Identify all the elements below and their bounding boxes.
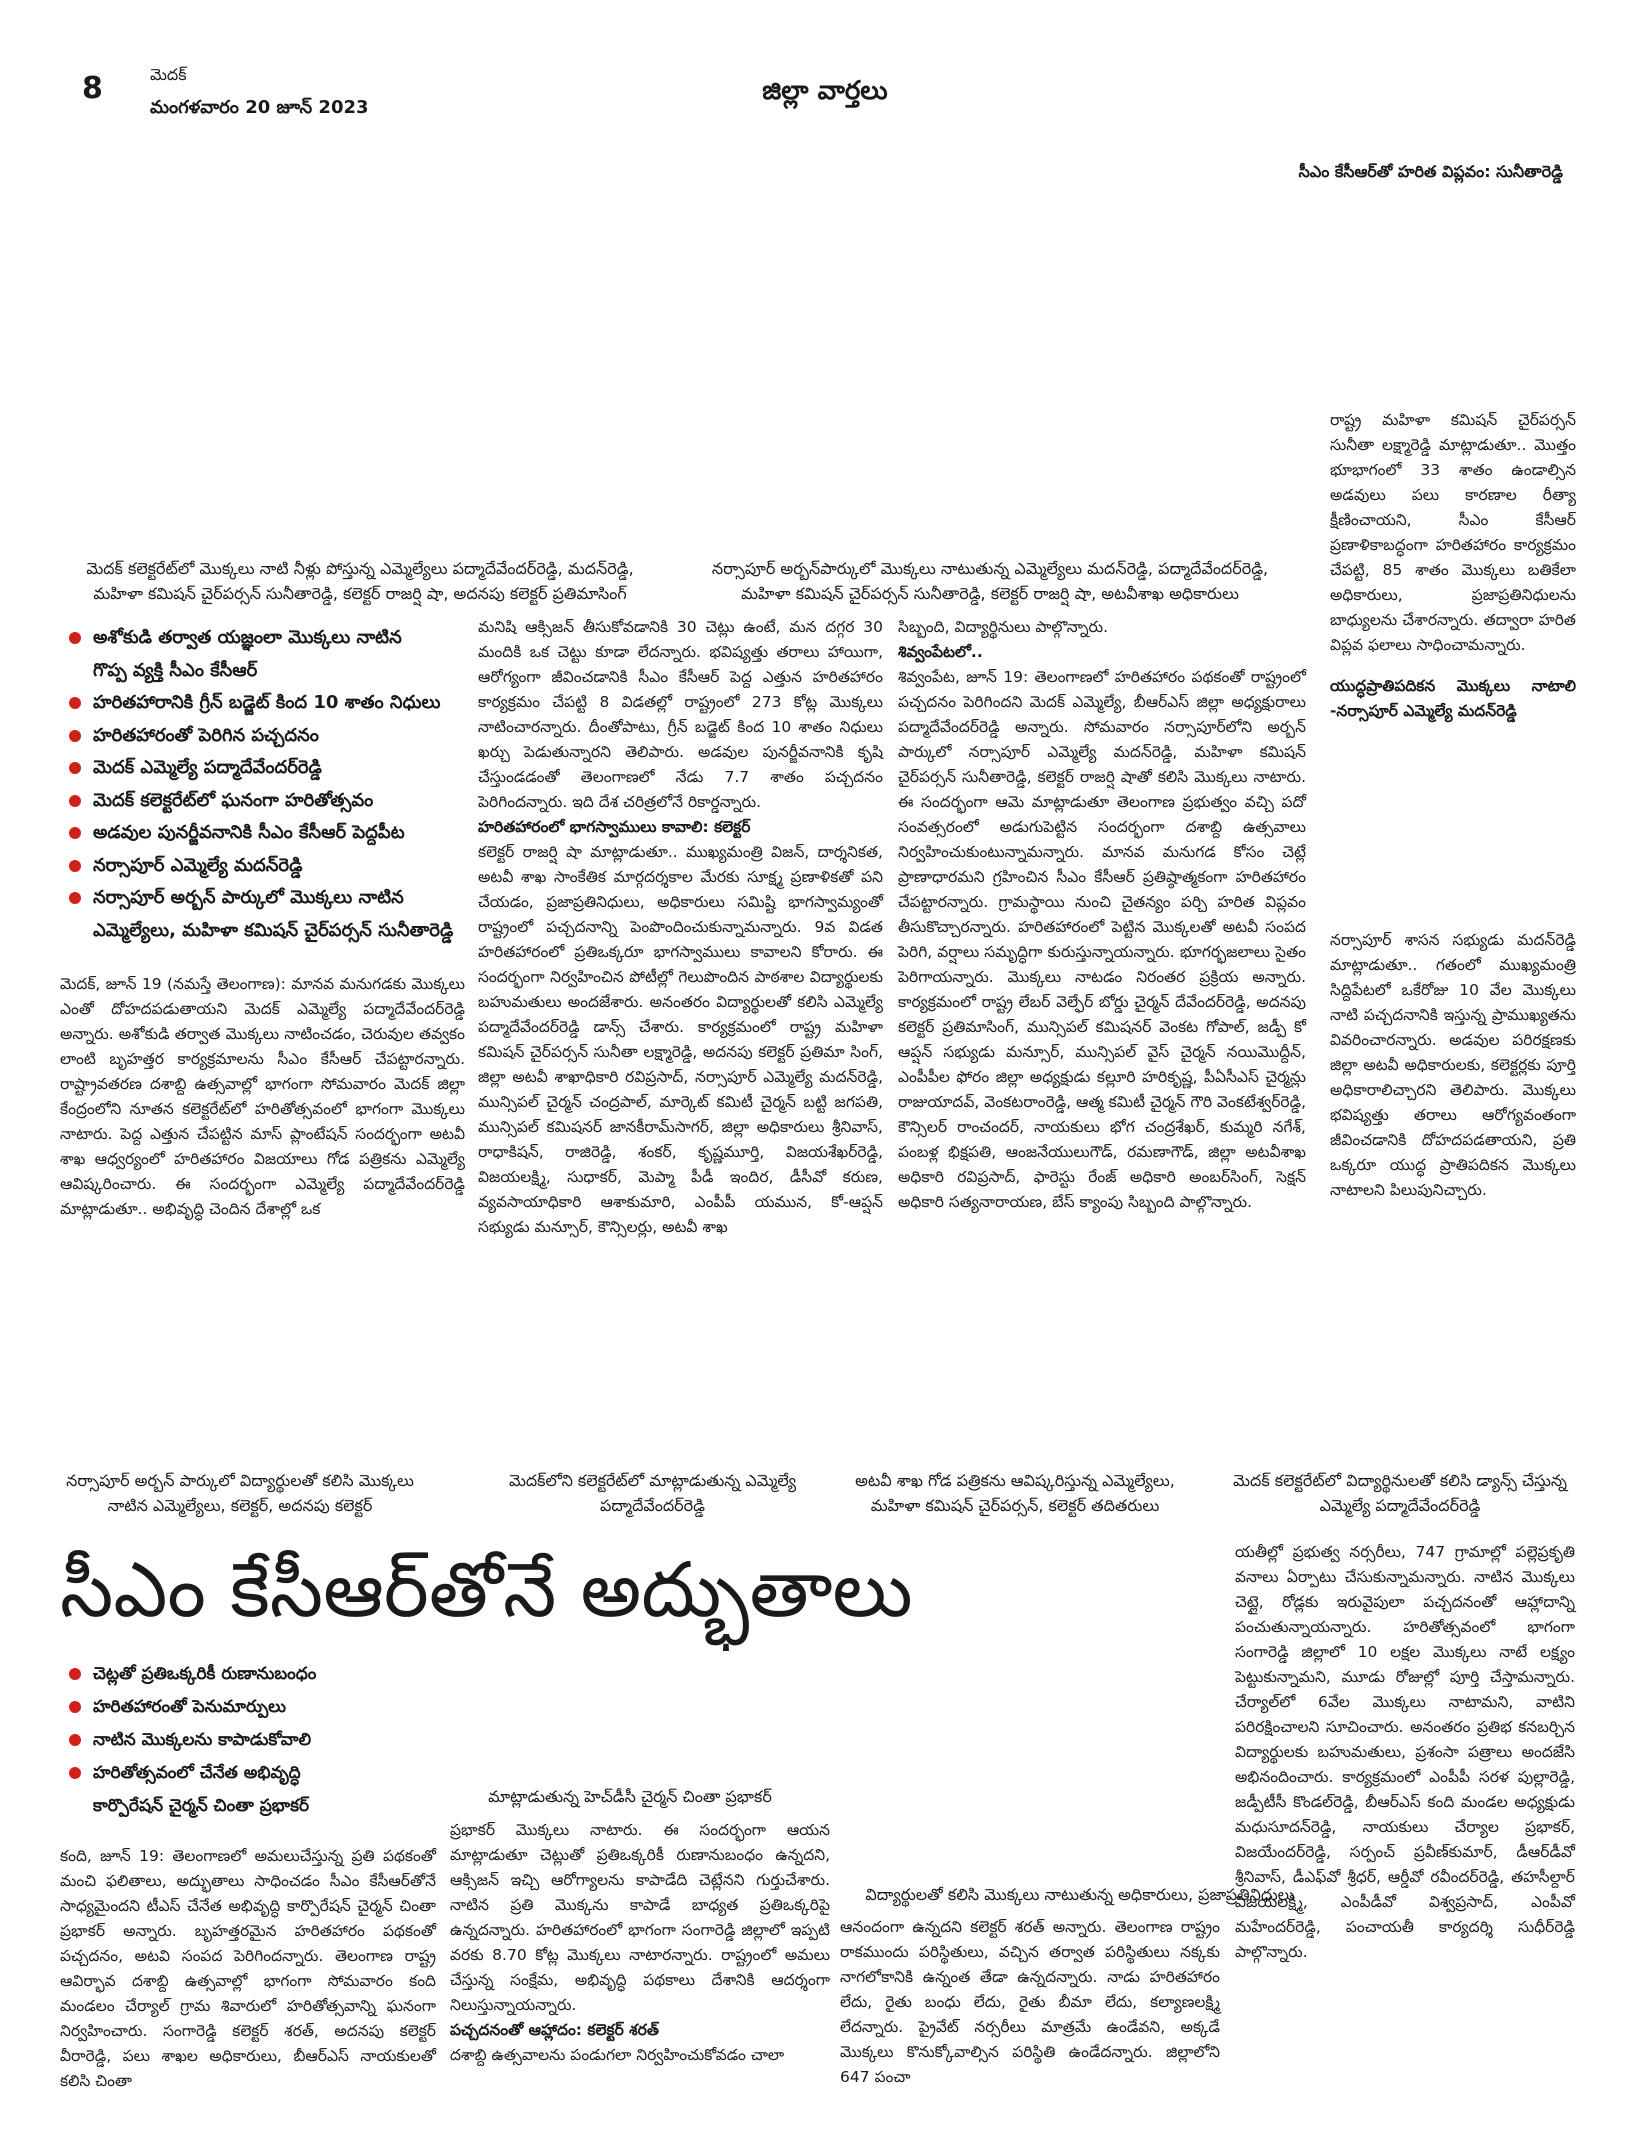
highlight-item: నర్సాపూర్ అర్బన్ పార్కులో మొక్కలు నాటిన ఎమ్మెల్యేలు, మహిళా కమిషన్ చైర్‌పర్సన్ సునీతారెడ్డి (65, 882, 485, 947)
highlight-item: అడవుల పునర్జీవనానికి సీఎం కేసీఆర్ పెద్దపీట (65, 817, 485, 850)
edition-name: మెదక్ (150, 65, 187, 84)
story2-headline: సీఎం కేసీఆర్‌తోనే అద్భుతాలు (60, 1545, 913, 1634)
story2-photo-caption-1: నర్సాపూర్ అర్బన్ పార్కులో విద్యార్థులతో కలిసి మొక్కలు నాటిన ఎమ్మెల్యేలు, కలెక్టర్, అదనపు కలెక్టర్ (66, 1471, 414, 1515)
story1-body-col4a: రాష్ట్ర మహిళా కమిషన్ చైర్‌పర్సన్ సునీతా లక్ష్మారెడ్డి మాట్లాడుతూ.. మొత్తం భూభాగంలో 33 శాతం ఉండాల్సిన అడవులు పలు కారణాల రీత్యా క్షీణించాయని, సీఎం కేసీఆర్ ప్రణాళికాబద్ధంగా హరితహారం కార్యక్రమం చేపట్టి, 85 శాతం మొక్కలు బతికేలా అధికారులు, ప్రజాప్రతినిధులను బాధ్యులను చేశారన్నారు. తద్వారా హరిత విప్లవ ఫలాలు సాధించామన్నారు. యుద్ధప్రాతిపదికన మొక్కలు నాటాలి -నర్సాపూర్ ఎమ్మెల్యే మదన్‌రెడ్డి (1330, 408, 1576, 724)
story2-photo-caption-4: మెదక్ కలెక్టరేట్‌లో విద్యార్థినులతో కలిసి డ్యాన్స్ చేస్తున్న ఎమ్మెల్యే పద్మాదేవేందర్‌రెడ్డి (1233, 1471, 1567, 1515)
highlight-item: హరితోత్సవంలో చేనేత అభివృద్ధి కార్పొరేషన్ చైర్మన్ చింతా ప్రభాకర్ (65, 1757, 445, 1823)
highlight-item: మెదక్ ఎమ్మెల్యే పద్మాదేవేందర్‌రెడ్డి (65, 752, 485, 785)
story2-body-col2: ప్రభాకర్ మొక్కలు నాటారు. ఈ సందర్భంగా ఆయన మాట్లాడుతూ చెట్లుతో ప్రతిఒక్కరికీ రుణానుబంధం ఉన్నదని, ఆక్సిజన్ ఇచ్చి ఆరోగ్యాలను కాపాడేది చెట్లేనని గుర్తుచేశారు. నాటిన ప్రతి మొక్కను కాపాడే బాధ్యత ప్రతిఒక్కరిపై ఉన్నదన్నారు. హరితహారంలో భాగంగా సంగారెడ్డి జిల్లాలో ఇప్పటి వరకు 8.70 కోట్ల మొక్కలు నాటారన్నారు. రాష్ట్రంలో అమలు చేస్తున్న సంక్షేమ, అభివృద్ధి పథకాలు దేశానికి ఆదర్శంగా నిలుస్తున్నాయన్నారు. పచ్చదనంతో ఆహ్లాదం: కలెక్టర్ శరత్ దశాబ్ది ఉత్సవాలను పండుగలా నిర్వహించుకోవడం చాలా (450, 1821, 830, 2064)
story1-highlights (65, 622, 485, 947)
page-number: 8 (82, 71, 103, 106)
story1-photo-caption-right: నర్సాపూర్ అర్బన్‌పార్కులో మొక్కలు నాటుతున్న ఎమ్మెల్యేలు మదన్‌రెడ్డి, పద్మాదేవేందర్‌రెడ్డి, మహిళా కమిషన్ చైర్‌పర్సన్ సునీతారెడ్డి, కలెక్టర్ రాజర్షి షా, అటవీశాఖ అధికారులు (711, 559, 1269, 603)
highlight-item: అశోకుడి తర్వాత యజ్ఞంలా మొక్కలు నాటిన గొప్ప వ్యక్తి సీఎం కేసీఆర్ (65, 622, 485, 687)
story2-body-col4: యతీల్లో ప్రభుత్వ నర్సరీలు, 747 గ్రామాల్లో పల్లెప్రకృతి వనాలు ఏర్పాటు చేసుకున్నామన్నారు. నాటిన మొక్కలు చెట్లై, రోడ్లకు ఇరువైపులా పచ్చదనంతో ఆహ్లాదాన్ని పంచుతున్నాయన్నారు. హరితోత్సవంలో భాగంగా సంగారెడ్డి జిల్లాలో 10 లక్షల మొక్కలు నాటే లక్ష్యం పెట్టుకున్నామని, మూడు రోజుల్లో పూర్తి చేస్తామన్నారు. చేర్యాల్‌లో 6వేల మొక్కలు నాటామని, వాటిని పరిరక్షించాలని సూచించారు. అనంతరం ప్రతిభ కనబర్చిన విద్యార్థులకు బహుమతులు, ప్రశంసా పత్రాలు అందజేసి అభినందించారు. కార్యక్రమంలో ఎంపీపీ సరళ పుల్లారెడ్డి, జడ్పీటీసీ కొండల్‌రెడ్డి, బీఆర్‌ఎస్ కంది మండల అధ్యక్షుడు మధుసూదన్‌రెడ్డి, నాయకులు చేర్యాల ప్రభాకర్, విజయేందర్‌రెడ్డి, సర్పంచ్ ప్రవీణ్‌కుమార్, డీఆర్‌డీవో శ్రీనివాస్, డీఎఫ్‌వో శ్రీధర్, ఆర్డీవో రవీందర్‌రెడ్డి, తహసీల్దార్ విజయలక్ష్మి, ఎంపీడీవో విశ్వప్రసాద్, ఎంపీవో మహేందర్‌రెడ్డి, పంచాయతీ కార్యదర్శి సుధీర్‌రెడ్డి పాల్గొన్నారు. (1235, 1543, 1575, 1961)
section-title: జిల్లా వార్తలు (762, 76, 888, 106)
highlight-item: మెదక్ కలెక్టరేట్‌లో ఘనంగా హరితోత్సవం (65, 785, 485, 818)
highlight-item: హరితహారంతో పెనుమార్పులు (65, 1691, 445, 1724)
story2-subhead-collector: పచ్చదనంతో ఆహ్లాదం: కలెక్టర్ శరత్ (450, 2021, 659, 2039)
story1-subhead-collector: హరితహారంలో భాగస్వాములు కావాలి: కలెక్టర్ (478, 818, 751, 836)
story2-body-col1: కంది, జూన్ 19: తెలంగాణలో అమలుచేస్తున్న ప్రతి పథకంతో మంచి ఫలితాలు, అద్భుతాలు సాధించడం సీఎం కేసీఆర్‌తోనే సాధ్యమైందని టీఎస్ చేనేత అభివృద్ధి కార్పొరేషన్ చైర్మన్ చింతా ప్రభాకర్ అన్నారు. బృహత్తరమైన హరితహారం పథకంతో పచ్చదనం, అటవి సంపద పెరిగిందన్నారు. తెలంగాణ రాష్ట్ర ఆవిర్భావ దశాబ్ది ఉత్సవాల్లో భాగంగా సోమవారం కంది మండలం చేర్యాల్ గ్రామ శివారులో హరితోత్సవాన్ని ఘనంగా నిర్వహించారు. సంగారెడ్డి కలెక్టర్ శరత్, అదనపు కలెక్టర్ వీరారెడ్డి, పలు శాఖల అధికారులు, బీఆర్‌ఎస్ నాయకులతో కలిసి చింతా (60, 1847, 436, 2090)
story2-body-col3: ఆనందంగా ఉన్నదని కలెక్టర్ శరత్ అన్నారు. తెలంగాణ రాష్ట్రం రాకముందు పరిస్థితులు, వచ్చిన తర్వాత పరిస్థితులు నక్కకు నాగలోకానికి ఉన్నంత తేడా ఉన్నదన్నారు. నాడు హరితహారం లేదు, రైతు బంధు లేదు, రైతు బీమా లేదు, కల్యాణలక్ష్మి లేదన్నారు. ప్రైవేట్ నర్సరీలు మాత్రమే ఉండేవని, అక్కడే మొక్కలు కొనుక్కోవాల్సిన పరిస్థితి ఉండేదన్నారు. జిల్లాలోని 647 పంచా (840, 1918, 1220, 2086)
highlight-item: చెట్లతో ప్రతిఒక్కరికీ రుణానుబంధం (65, 1658, 445, 1691)
story2-photo-caption-students: విద్యార్థులతో కలిసి మొక్కలు నాటుతున్న అధికారులు, ప్రజాప్రతినిధులు (865, 1885, 1295, 1904)
story2-photo-caption-2: మెదక్‌లోని కలెక్టరేట్‌లో మాట్లాడుతున్న ఎమ్మెల్యే పద్మాదేవేందర్‌రెడ్డి (508, 1471, 797, 1515)
story1-body-col1: మెదక్, జూన్ 19 (నమస్తే తెలంగాణ): మానవ మనుగడకు మొక్కలు ఎంతో దోహదపడుతాయని మెదక్ ఎమ్మెల్యే పద్మాదేవేందర్‌రెడ్డి అన్నారు. అశోకుడి తర్వాత మొక్కలు నాటించడం, చెరువుల తవ్వకం లాంటి బృహత్తర కార్యక్రమాలను సీఎం కేసీఆర్ చేపట్టారన్నారు. రాష్ట్రావతరణ దశాబ్ది ఉత్సవాల్లో భాగంగా సోమవారం మెదక్ జిల్లా కేంద్రంలోని నూతన కలెక్టరేట్‌లో హరితోత్సవంలో భాగంగా మొక్కలు నాటారు. పెద్ద ఎత్తున చేపట్టిన మాస్ ప్లాంటేషన్ సందర్భంగా అటవీ శాఖ ఆధ్వర్యంలో హరితహారం విజయాలు గోడ పత్రికను ఎమ్మెల్యే ఆవిష్కరించారు. ఈ సందర్భంగా ఎమ్మెల్యే పద్మాదేవేందర్‌రెడ్డి మాట్లాడుతూ.. అభివృద్ధి చెందిన దేశాల్లో ఒక (60, 975, 465, 1218)
highlight-item: హరితహారానికి గ్రీన్ బడ్జెట్ కింద 10 శాతం నిధులు (65, 687, 485, 720)
issue-date: మంగళవారం 20 జూన్ 2023 (150, 97, 369, 118)
story1-body-col2: మనిషి ఆక్సిజన్ తీసుకోవడానికి 30 చెట్లు ఉంటే, మన దగ్గర 30 మందికి ఒక చెట్టు కూడా లేదన్నారు. భవిష్యత్తు తరాలు హాయిగా, ఆరోగ్యంగా జీవించడానికి సీఎం కేసీఆర్ పెద్ద ఎత్తున హరితహారం కార్యక్రమం చేపట్టి 8 విడతల్లో రాష్ట్రంలో 273 కోట్ల మొక్కలు నాటించారన్నారు. దీంతోపాటు, గ్రీన్ బడ్జెట్ కింద 10 శాతం నిధులు ఖర్చు పెడుతున్నారని తెలిపారు. అడవుల పునర్జీవనానికి కృషి చేస్తుండడంతో తెలంగాణలో నేడు 7.7 శాతం పచ్చదనం పెరిగిందన్నారు. ఇది దేశ చరిత్రలోనే రికార్డన్నారు. హరితహారంలో భాగస్వాములు కావాలి: కలెక్టర్ కలెక్టర్ రాజర్షి షా మాట్లాడుతూ.. ముఖ్యమంత్రి విజన్, దార్శనికత, అటవీ శాఖ సాంకేతిక మార్గదర్శకాల మేరకు సూక్ష్మ ప్రణాళికతో పని చేయడం, ప్రజాప్రతినిధులు, అధికారులు సమిష్టి భాగస్వామ్యంతో రాష్ట్రంలో పచ్చదనాన్ని పెంపొందించుకున్నామన్నారు. 9వ విడత హరితహారంలో ప్రతిఒక్కరూ భాగస్వాములు కావాలని కోరారు. ఈ సందర్భంగా నిర్వహించిన పోటీల్లో గెలుపొందిన పాఠశాల విద్యార్థులకు బహుమతులు అందజేశారు. అనంతరం విద్యార్థులతో కలిసి ఎమ్మెల్యే పద్మాదేవేందర్‌రెడ్డి డాన్స్ చేశారు. కార్యక్రమంలో రాష్ట్ర మహిళా కమిషన్ చైర్‌పర్సన్ సునీతా లక్ష్మారెడ్డి, అదనపు కలెక్టర్ ప్రతిమా సింగ్, జిల్లా అటవీ శాఖాధికారి రవిప్రసాద్, నర్సాపూర్ ఎమ్మెల్యే మదన్‌రెడ్డి, మున్సిపల్ చైర్మన్ చంద్రపాల్, మార్కెట్ కమిటీ చైర్మన్ బట్టి జగపతి, మున్సిపల్ కమిషనర్ జానకీరామ్‌సాగర్, జిల్లా అధికారులు శ్రీనివాస్, రాధాకిషన్, రాజిరెడ్డి, శంకర్, కృష్ణమూర్తి, విజయశేఖర్‌రెడ్డి, విజయలక్ష్మి, సుధాకర్, మెప్మా పీడీ ఇందిర, డీసీవో కరుణ, వ్యవసాయాధికారి ఆశాకుమారి, ఎంపీపీ యమున, కో-ఆప్షన్ సభ్యుడు మన్సూర్, కౌన్సిలర్లు, అటవీ శాఖ (478, 618, 883, 1236)
story1-body-col3: సిబ్బంది, విద్యార్థినులు పాల్గొన్నారు. శివ్వంపేటలో.. శివ్వంపేట, జూన్ 19: తెలంగాణలో హరితహారం పథకంతో రాష్ట్రంలో పచ్చదనం పెరిగిందని మెదక్ ఎమ్మెల్యే, బీఆర్‌ఎస్ జిల్లా అధ్యక్షురాలు పద్మాదేవేందర్‌రెడ్డి అన్నారు. సోమవారం నర్సాపూర్‌లోని అర్బన్ పార్కులో నర్సాపూర్ ఎమ్మెల్యే మదన్‌రెడ్డి, మహిళా కమిషన్ చైర్‌పర్సన్ సునీతారెడ్డి, కలెక్టర్ రాజర్షి షాతో కలిసి మొక్కలు నాటారు. ఈ సందర్భంగా ఆమె మాట్లాడుతూ తెలంగాణ ప్రభుత్వం వచ్చి పదో సంవత్సరంలో అడుగుపెట్టిన సందర్భంగా దశాబ్ది ఉత్సవాలు నిర్వహించుకుంటున్నామన్నారు. మానవ మనుగడ కోసం చెట్లే ప్రాణాధారమని గ్రహించిన సీఎం కేసీఆర్ ప్రతిష్ఠాత్మకంగా హరితహారం చేపట్టారన్నారు. గ్రామస్థాయి నుంచి చైతన్యం పర్చి హరిత విప్లవం తీసుకొచ్చారన్నారు. హరితహారంలో పెట్టిన మొక్కలతో అటవీ సంపద పెరిగి, వర్షాలు సమృద్ధిగా కురుస్తున్నాయన్నారు. భూగర్భజలాలు సైతం పెరిగాయన్నారు. మొక్కలు నాటడం నిరంతర ప్రక్రియ అన్నారు. కార్యక్రమంలో రాష్ట్ర లేబర్ వెల్ఫేర్ బోర్డు చైర్మన్ దేవేందర్‌రెడ్డి, అదనపు కలెక్టర్ ప్రతిమాసింగ్, మున్సిపల్ కమిషనర్ వెంకట గోపాల్, జడ్పీ కో ఆప్షన్ సభ్యుడు మన్సూర్, మున్సిపల్ వైస్ చైర్మన్ నయిమొద్దీన్, ఎంపీపీల ఫోరం జిల్లా అధ్యక్షుడు కల్లూరి హరికృష్ణ, పీఏసీఎస్ చైర్మన్లు రాజుయాదవ్, వెంకటరాంరెడ్డి, ఆత్మ కమిటీ చైర్మన్ గౌరి వెంకటేశ్వర్‌రెడ్డి, కౌన్సిలర్ రాంచందర్, నాయకులు భోగ చంద్రశేఖర్, కుమ్మరి నగేశ్, పంబళ్ల భిక్షపతి, ఆంజనేయులుగౌడ్, రమణాగౌడ్, జిల్లా అటవీశాఖ అధికారి రవిప్రసాద్, ఫారెస్టు రేంజ్ అధికారి అంబర్‌సింగ్, సెక్షన్ అధికారి సత్యనారాయణ, బేస్ క్యాంపు సిబ్బంది పాల్గొన్నారు. (898, 618, 1306, 1211)
story1-subhead-madan: యుద్ధప్రాతిపదికన మొక్కలు నాటాలి -నర్సాపూర్ ఎమ్మెల్యే మదన్‌రెడ్డి (1330, 677, 1576, 720)
story2-photo-caption-3: అటవీ శాఖ గోడ పత్రికను ఆవిష్కరిస్తున్న ఎమ్మెల్యేలు, మహిళా కమిషన్ చైర్‌పర్సన్, కలెక్టర్ తదితరులు (855, 1471, 1175, 1515)
highlight-item: నాటిన మొక్కలను కాపాడుకోవాలి (65, 1724, 445, 1757)
story2-highlights (65, 1658, 445, 1823)
highlight-item: నర్సాపూర్ ఎమ్మెల్యే మదన్‌రెడ్డి (65, 850, 485, 883)
story1-kicker: సీఎం కేసీఆర్‌తో హరిత విప్లవం: సునీతారెడ్డి (1298, 162, 1563, 181)
story2-photo-caption-chinta: మాట్లాడుతున్న హెచ్‌డీసీ చైర్మన్ చింతా ప్రభాకర్ (488, 1787, 772, 1806)
story1-subhead-shivvampet: శివ్వంపేటలో.. (898, 643, 983, 661)
story1-photo-caption-left: మెదక్ కలెక్టరేట్‌లో మొక్కలు నాటి నీళ్లు పోస్తున్న ఎమ్మెల్యేలు పద్మాదేవేందర్‌రెడ్డి, మదన్‌రెడ్డి, మహిళా కమిషన్ చైర్‌పర్సన్ సునీతారెడ్డి, కలెక్టర్ రాజర్షి షా, అదనపు కలెక్టర్ ప్రతిమాసింగ్ (86, 559, 634, 603)
story1-body-col4b: నర్సాపూర్ శాసన సభ్యుడు మదన్‌రెడ్డి మాట్లాడుతూ.. గతంలో ముఖ్యమంత్రి సిద్దిపేటలో ఒకేరోజు 10 వేల మొక్కలు నాటి పచ్చదనానికి ఇస్తున్న ప్రాముఖ్యతను వివరించారన్నారు. అడవుల పరిరక్షణకు జిల్లా అటవీ అధికారులకు, కలెక్టర్లకు పూర్తి అధికారాలిచ్చారని తెలిపారు. మొక్కలు భవిష్యత్తు తరాలు ఆరోగ్యవంతంగా జీవించడానికి దోహదపడతాయని, ప్రతి ఒక్కరూ యుద్ధ ప్రాతిపదికన మొక్కలు నాటాలని పిలుపునిచ్చారు. (1330, 931, 1576, 1199)
highlight-item: హరితహారంతో పెరిగిన పచ్చదనం (65, 720, 485, 753)
